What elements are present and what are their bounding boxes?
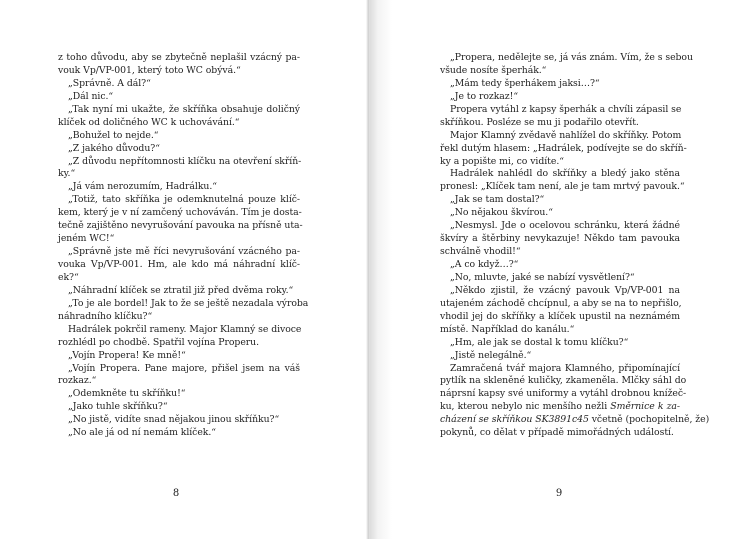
text-line: vouk Vp/VP-001, který toto WC obývá.“ [58, 64, 241, 76]
text-line: utajeném záchodě chcípnul, a aby se na to nepřišlo, [440, 297, 682, 309]
text-line: Hadrálek nahlédl do skříňky a bledý jako stěna [450, 168, 680, 180]
text-line: „Správně. A dál?“ [68, 77, 151, 89]
text-line: „Vojín Propera! Ke mně!“ [68, 349, 186, 361]
book-gutter [366, 0, 370, 539]
right-page-number: 9 [555, 488, 563, 499]
left-page-text [58, 52, 309, 440]
text-line: cházení se skříňkou SK3891c45 včetně (pochopitelně, že) [440, 414, 710, 426]
right-page [368, 0, 737, 539]
text-line: „No ale já od ní nemám klíček.“ [68, 427, 216, 439]
text-line: „Propera, nedělejte se, já vás znám. Vím, že s sebou [450, 52, 693, 63]
text-line: Zamračená tvář majora Klamného, připomínající [450, 362, 680, 374]
text-line: schválně vhodil!“ [440, 246, 521, 258]
text-line: „Tak nyní mi ukažte, že skříňka obsahuje doličný [68, 103, 300, 115]
text-line: pronesl: „Klíček tam není, ale je tam mrtvý pavouk.“ [440, 181, 685, 193]
text-line: „Bohužel to nejde.“ [68, 129, 159, 141]
left-page-number: 8 [172, 488, 180, 499]
text-line: ku, kterou nebylo nic menšího nežli Směrnice k za- [440, 401, 680, 413]
text-line: „To je ale bordel! Jak to že se ještě nezadala výroba [68, 297, 309, 309]
text-line: „Totiž, tato skříňka je odemknutelná pouze klíč- [68, 194, 300, 206]
text-line: „Nesmysl. Jde o ocelovou schránku, která žádné [450, 220, 680, 232]
text-line: „Někdo zjistil, že vzácný pavouk Vp/VP-001 na [450, 284, 680, 296]
text-line: pokynů, co dělat v případě mimořádných událostí. [440, 427, 674, 439]
text-line: „Jak se tam dostal?“ [450, 194, 545, 206]
text-line: „Mám tedy šperhákem jaksi…?“ [450, 77, 600, 89]
text-line: „Náhradní klíček se ztratil již před dvěma roky.“ [68, 284, 294, 296]
text-line: náhradního klíčku?“ [58, 310, 153, 322]
text-line: „Jistě nelegálně.“ [450, 349, 532, 361]
text-line: všude nosíte šperhák.“ [440, 64, 547, 76]
text-line: skříňkou. Posléze se mu ji podařilo otevřít. [440, 116, 639, 128]
text-line: ky a popište mi, co vidíte.“ [440, 155, 564, 167]
text-line: „Z důvodu nepřítomnosti klíčku na otevření skříň- [68, 155, 302, 167]
text-line: jeném WC!“ [58, 233, 115, 245]
text-line: Major Klamný zvědavě nahlížel do skříňky. Potom [450, 129, 682, 141]
text-line: „Vojín Propera. Pane majore, přišel jsem na váš [68, 362, 300, 374]
text-line: pytlík na skleněné kuličky, zkameněla. Mlčky sáhl do [440, 375, 687, 387]
text-line: kem, který je v ní zamčený uchováván. Tím je dosta- [58, 207, 302, 219]
text-line: z toho důvodu, aby se zbytečně neplašil vzácný pa- [58, 52, 300, 63]
text-line: „No, mluvte, jaké se nabízí vysvětlení?“ [450, 271, 635, 283]
text-line: ky.“ [58, 168, 76, 180]
text-line: „Správně jste mě říci nevyrušování vzácného pa- [68, 246, 300, 258]
text-line: škvíry a štěrbiny nevykazuje! Někdo tam pavouka [440, 233, 680, 245]
text-line: náprsní kapsy své uniformy a vytáhl drobnou knížeč- [440, 388, 687, 400]
text-line: místě. Například do kanálu.“ [440, 323, 575, 335]
text-line: „Je to rozkaz!“ [450, 90, 519, 102]
text-line: klíček od doličného WC k uchovávání.“ [58, 116, 240, 128]
text-line: „Hm, ale jak se dostal k tomu klíčku?“ [450, 336, 629, 348]
text-line: rozkaz.“ [58, 375, 97, 387]
text-line: vouka Vp/VP-001. Hm, ale kdo má náhradní klíč- [58, 259, 300, 270]
text-line: „Jako tuhle skříňku?“ [68, 401, 168, 413]
text-line: „A co když…?“ [450, 259, 519, 270]
right-page-text [440, 52, 710, 440]
text-line: řekl dutým hlasem: „Hadrálek, podívejte se do skříň- [440, 142, 687, 154]
text-line: „Já vám nerozumím, Hadrálku.“ [68, 181, 217, 193]
text-line: „Z jakého důvodu?“ [68, 142, 160, 154]
text-line: vhodil jej do skříňky a klíček upustil na neznámém [440, 310, 680, 322]
text-line: Hadrálek pokrčil rameny. Major Klamný se divoce [68, 323, 302, 335]
left-page [0, 0, 368, 539]
text-line: rozhlédl po chodbě. Spatřil vojína Properu. [58, 336, 260, 348]
text-line: „No nějakou škvírou.“ [450, 207, 553, 219]
text-line: „No jistě, vidíte snad nějakou jinou skříňku?“ [68, 414, 280, 426]
text-line: ek?“ [58, 271, 79, 283]
text-line: „Odemkněte tu skříňku!“ [68, 388, 186, 400]
text-line: Propera vytáhl z kapsy šperhák a chvíli zápasil se [450, 103, 682, 115]
text-line: „Dál nic.“ [68, 90, 114, 102]
text-line: tečně zajištěno nevyrušování pavouka na přísně uta- [58, 220, 303, 232]
